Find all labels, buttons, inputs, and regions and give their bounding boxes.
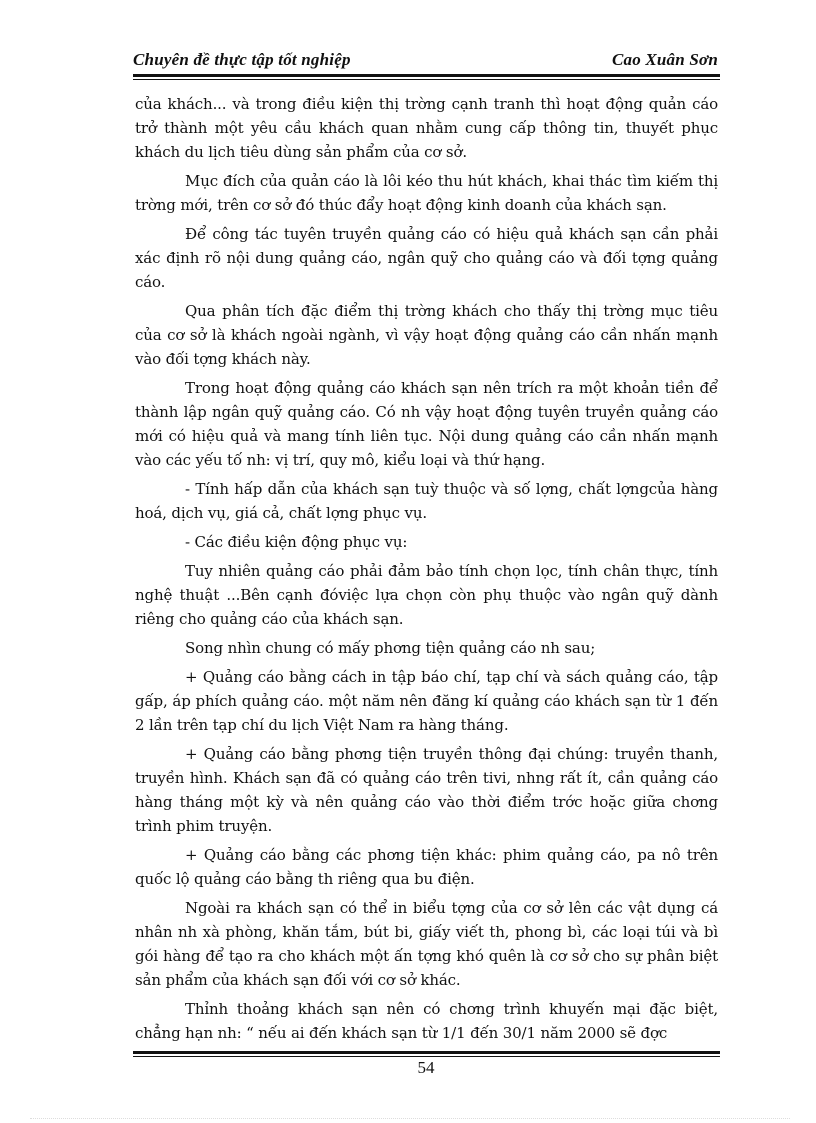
paragraph-6: - Tính hấp dẫn của khách sạn tuỳ thuộc và số lợng, chất lợngcủa hàng hoá, dịch vụ, giá cả, chất lợng phục vụ. <box>135 480 718 522</box>
paragraph-1: của khách... và trong điều kiện thị trờng cạnh tranh thì hoạt động quản cáo trở thành một yêu cầu khách quan nhằm cung cấp thông tin, thuyết phục khách du lịch tiêu dùng sản phẩm của cơ sở. <box>135 95 718 161</box>
paragraph-8: Tuy nhiên quảng cáo phải đảm bảo tính chọn lọc, tính chân thực, tính nghệ thuật ...Bên cạnh đóviệc lựa chọn còn phụ thuộc vào ngân quỹ dành riêng cho quảng cáo của khách sạn. <box>135 562 718 628</box>
paragraph-14: Thỉnh thoảng khách sạn nên có chơng trình khuyến mại đặc biệt, chẳng hạn nh: “ nếu ai đến khách sạn từ 1/1 đến 30/1 năm 2000 sẽ đợc <box>135 1000 718 1042</box>
paragraph-12: + Quảng cáo bằng các phơng tiện khác: phim quảng cáo, pa nô trên quốc lộ quảng cáo bằng th riêng qua bu điện. <box>135 846 718 888</box>
page-number: 54 <box>417 1058 435 1077</box>
header-rule-thick <box>133 74 720 77</box>
paragraph-2: Mục đích của quản cáo là lôi kéo thu hút khách, khai thác tìm kiếm thị trờng mới, trên cơ sở đó thúc đẩy hoạt động kinh doanh của khách sạn. <box>135 172 718 214</box>
header-document-title: Chuyên đề thực tập tốt nghiệp <box>133 50 351 69</box>
header-author-name: Cao Xuân Sơn <box>611 50 718 69</box>
footer-rule-thick <box>133 1051 720 1054</box>
page-header <box>133 50 718 72</box>
header-rule-thin <box>133 79 720 80</box>
paragraph-4: Qua phân tích đặc điểm thị trờng khách cho thấy thị trờng mục tiêu của cơ sở là khách ngoài ngành, vì vậy hoạt động quảng cáo cần nhấn mạnh vào đối tợng khách này. <box>135 302 718 368</box>
body-text <box>135 92 718 1045</box>
footer-rule-thin <box>133 1056 720 1057</box>
paragraph-13: Ngoài ra khách sạn có thể in biểu tợng của cơ sở lên các vật dụng cá nhân nh xà phòng, khăn tắm, bút bi, giấy viết th, phong bì, các loại túi và bì gói hàng để tạo ra cho khách một ấn tợng khó quên là cơ sở cho sự phân biệt sản phẩm của khách sạn đối với cơ sở khác. <box>135 899 718 989</box>
paragraph-11: + Quảng cáo bằng phơng tiện truyền thông đại chúng: truyền thanh, truyền hình. Khách sạn đã có quảng cáo trên tivi, nhng rất ít, cần quảng cáo hàng tháng một kỳ và nên quảng cáo vào thời điểm trớc hoặc giữa chơng trình phim truyện. <box>135 745 718 835</box>
paragraph-9: Song nhìn chung có mấy phơng tiện quảng cáo nh sau; <box>185 639 596 657</box>
paragraph-5: Trong hoạt động quảng cáo khách sạn nên trích ra một khoản tiền để thành lập ngân quỹ quảng cáo. Có nh vậy hoạt động tuyên truyền quảng cáo mới có hiệu quả và mang tính liên tục. Nội dung quảng cáo cần nhấn mạnh vào các yếu tố nh: vị trí, quy mô, kiểu loại và thứ hạng. <box>135 379 718 469</box>
paragraph-10: + Quảng cáo bằng cách in tập báo chí, tạp chí và sách quảng cáo, tập gấp, áp phích quảng cáo. một năm nên đăng kí quảng cáo khách sạn từ 1 đến 2 lần trên tạp chí du lịch Việt Nam ra hàng tháng. <box>135 668 718 734</box>
paragraph-7: - Các điều kiện động phục vụ: <box>185 533 408 551</box>
page-bottom-border <box>30 1118 790 1119</box>
paragraph-3: Để công tác tuyên truyền quảng cáo có hiệu quả khách sạn cần phải xác định rõ nội dung quảng cáo, ngân quỹ cho quảng cáo và đối tợng quảng cáo. <box>135 225 718 291</box>
